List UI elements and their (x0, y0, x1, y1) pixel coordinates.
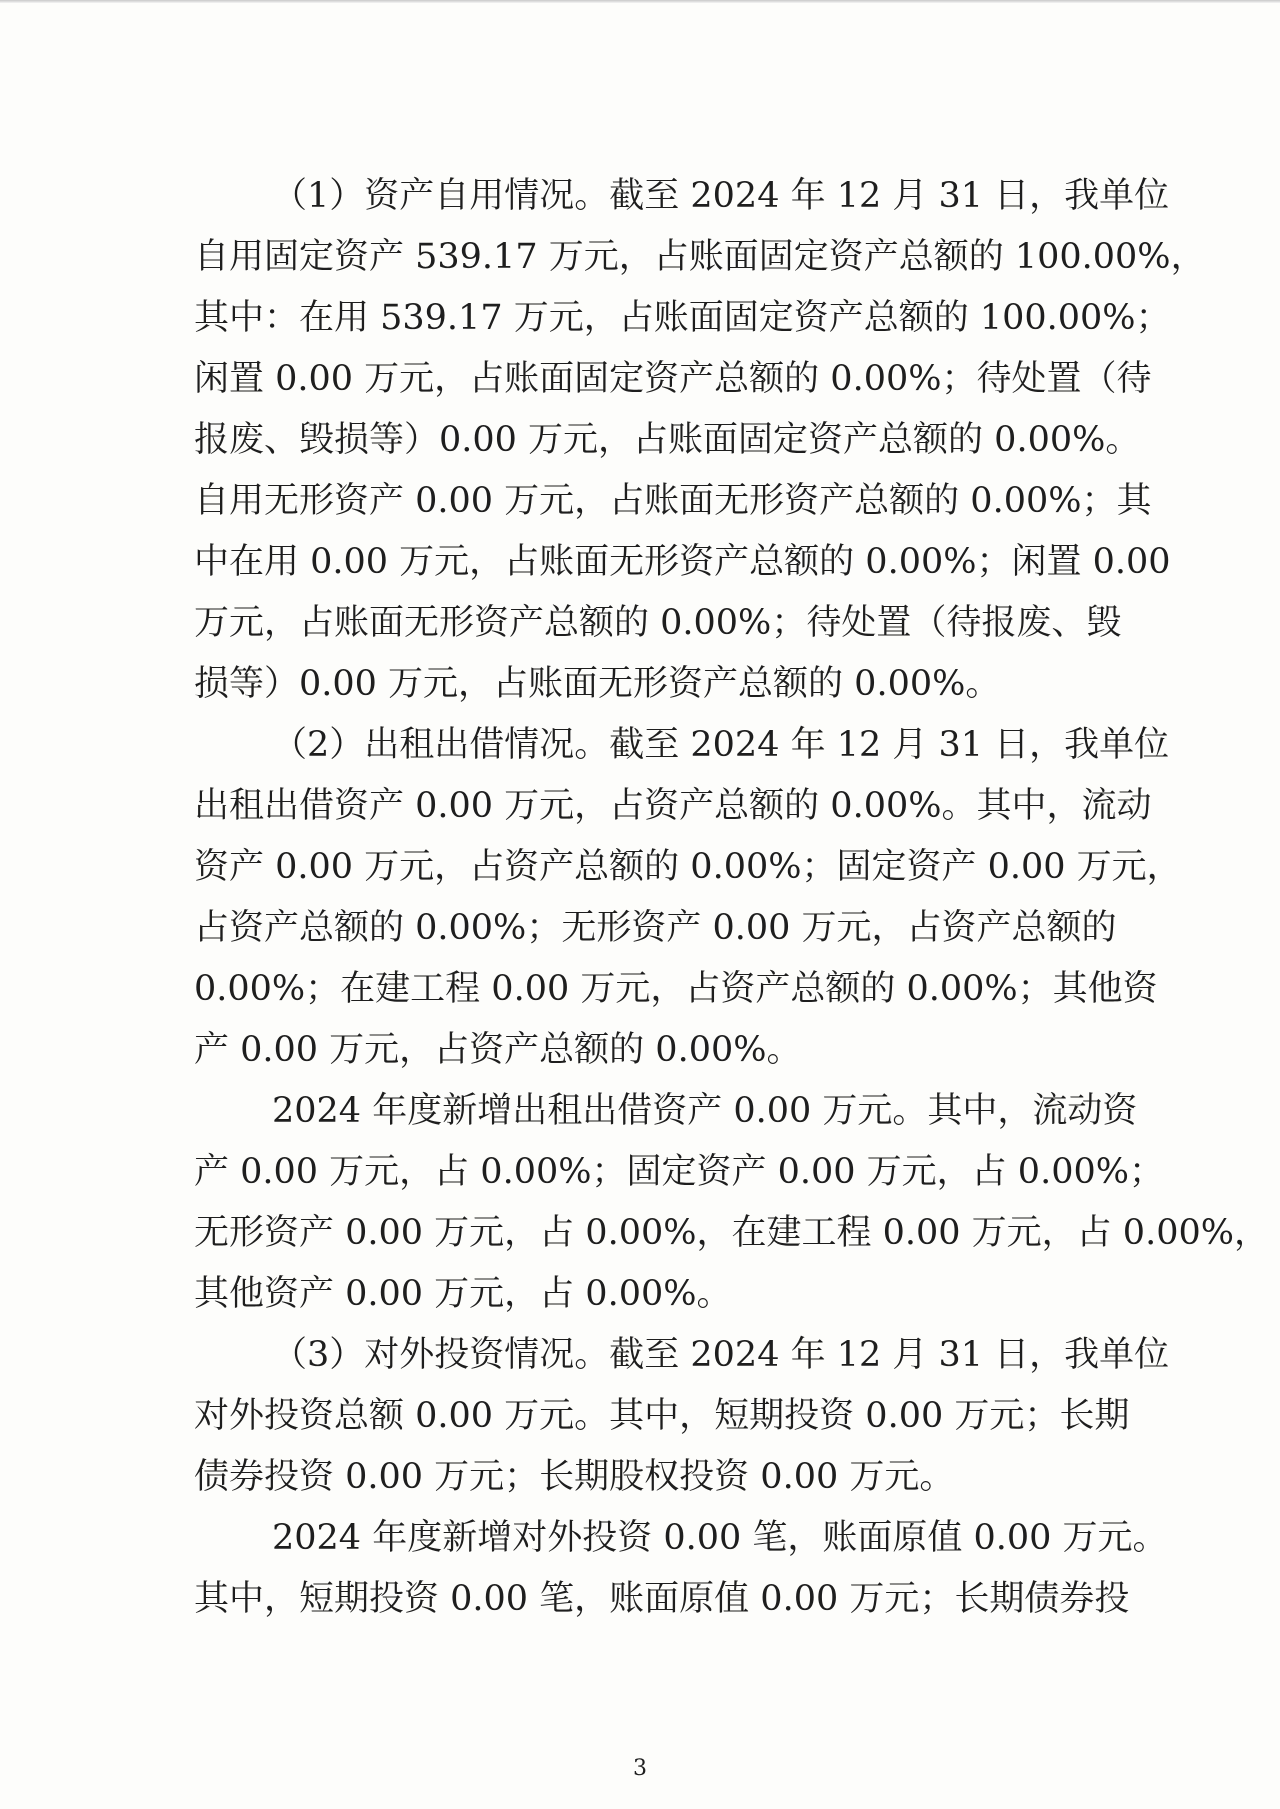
paragraph (194, 166, 1206, 715)
text-line: 无形资产 0.00 万元，占 0.00%，在建工程 0.00 万元，占 0.00%， (194, 1213, 1269, 1253)
text-line: 损等）0.00 万元，占账面无形资产总额的 0.00%。 (194, 664, 1001, 704)
text-line: 出租出借资产 0.00 万元，占资产总额的 0.00%。其中，流动 (194, 786, 1152, 826)
text-line: 其他资产 0.00 万元，占 0.00%。 (194, 1274, 732, 1314)
text-line: （3）对外投资情况。截至 2024 年 12 月 31 日，我单位 (272, 1335, 1170, 1375)
text-line: 0.00%；在建工程 0.00 万元，占资产总额的 0.00%；其他资 (194, 969, 1158, 1009)
text-line: 资产 0.00 万元，占资产总额的 0.00%；固定资产 0.00 万元， (194, 847, 1182, 887)
text-line: 报废、毁损等）0.00 万元，占账面固定资产总额的 0.00%。 (194, 420, 1141, 460)
text-line: 自用无形资产 0.00 万元，占账面无形资产总额的 0.00%；其 (194, 481, 1152, 521)
text-line: 闲置 0.00 万元，占账面固定资产总额的 0.00%；待处置（待 (194, 359, 1152, 399)
text-line: 占资产总额的 0.00%；无形资产 0.00 万元，占资产总额的 (194, 908, 1117, 948)
paragraph (194, 715, 1182, 1081)
text-line: 万元，占账面无形资产总额的 0.00%；待处置（待报废、毁 (194, 603, 1122, 643)
text-line: 对外投资总额 0.00 万元。其中，短期投资 0.00 万元；长期 (194, 1396, 1130, 1436)
text-line: 2024 年度新增出租出借资产 0.00 万元。其中，流动资 (272, 1091, 1138, 1131)
paragraph (194, 1081, 1269, 1325)
text-line: 产 0.00 万元，占 0.00%；固定资产 0.00 万元，占 0.00%； (194, 1152, 1164, 1192)
text-line: （2）出租出借情况。截至 2024 年 12 月 31 日，我单位 (272, 725, 1170, 765)
text-line: 其中：在用 539.17 万元，占账面固定资产总额的 100.00%； (194, 298, 1171, 338)
text-line: 中在用 0.00 万元，占账面无形资产总额的 0.00%；闲置 0.00 (194, 542, 1171, 582)
text-line: 债券投资 0.00 万元；长期股权投资 0.00 万元。 (194, 1457, 955, 1497)
text-line: （1）资产自用情况。截至 2024 年 12 月 31 日，我单位 (272, 176, 1170, 216)
page-number: 3 (633, 1756, 647, 1781)
text-line: 自用固定资产 539.17 万元，占账面固定资产总额的 100.00%， (194, 237, 1206, 277)
paragraph (194, 1508, 1168, 1630)
text-line: 产 0.00 万元，占资产总额的 0.00%。 (194, 1030, 802, 1070)
document-body (194, 166, 1269, 1630)
scan-top-edge (0, 0, 1280, 3)
paragraph (194, 1325, 1170, 1508)
text-line: 2024 年度新增对外投资 0.00 笔，账面原值 0.00 万元。 (272, 1518, 1168, 1558)
text-line: 其中，短期投资 0.00 笔，账面原值 0.00 万元；长期债券投 (194, 1579, 1130, 1619)
